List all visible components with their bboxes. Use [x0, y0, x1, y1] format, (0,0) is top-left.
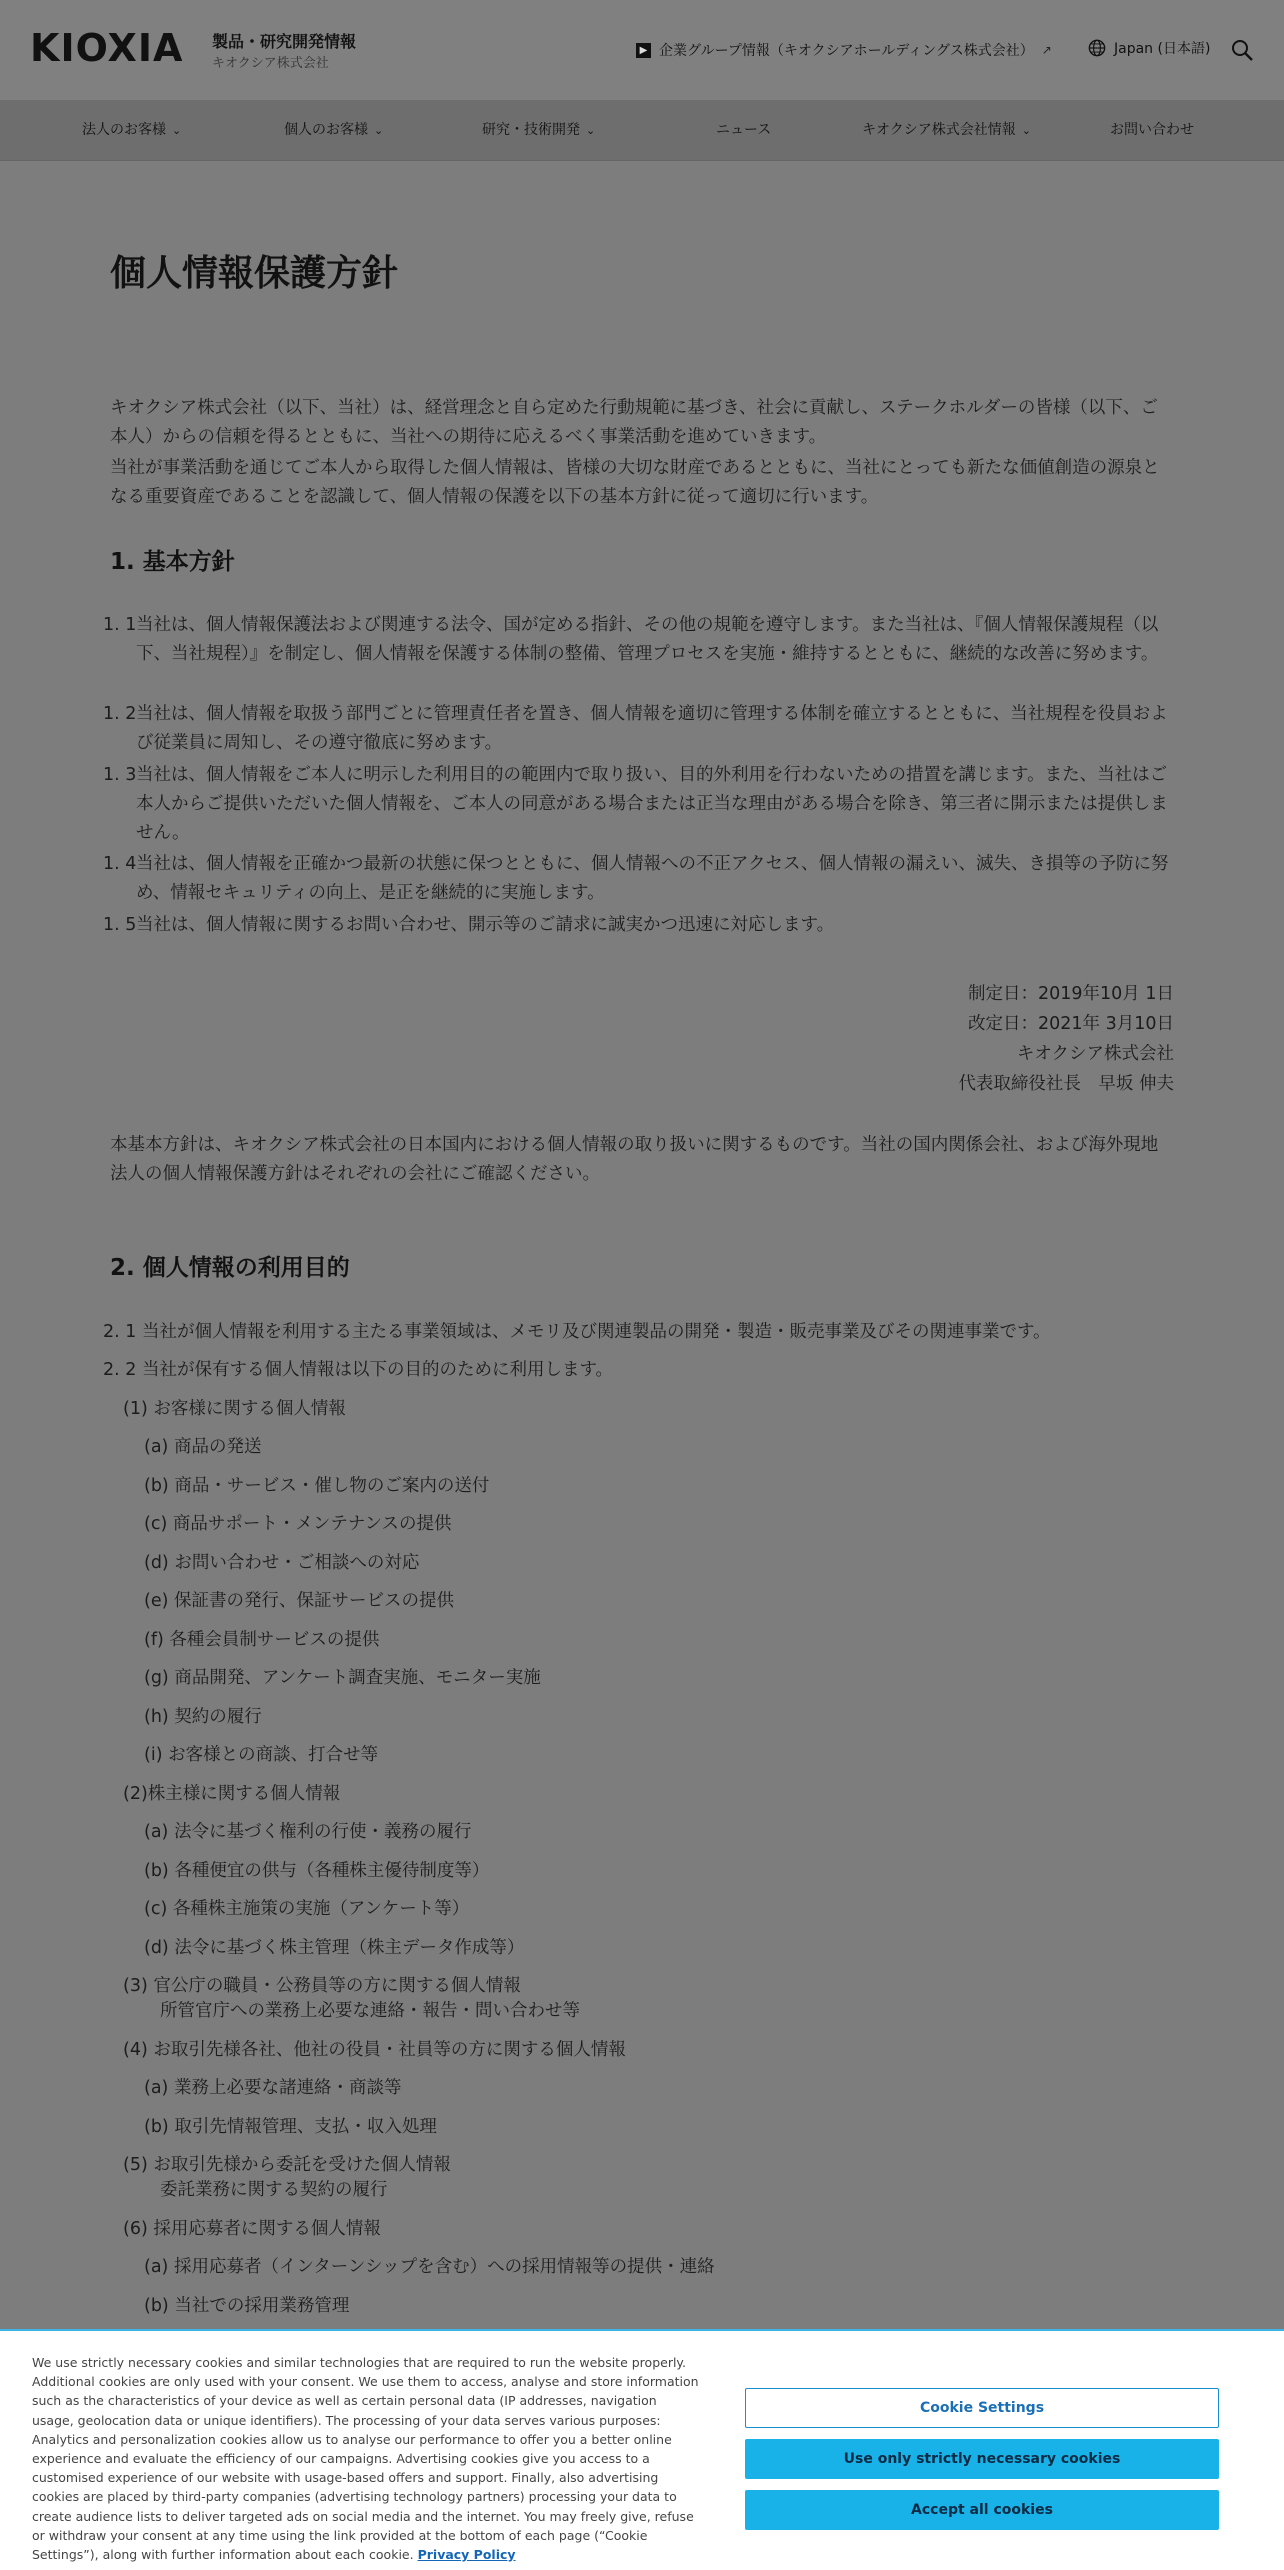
purpose-entry: (c) 商品サポート・メンテナンスの提供	[144, 1514, 452, 1534]
nav-item-research[interactable]: 研究・技術開発 ⌄	[482, 100, 595, 160]
section-1-heading: 1. 基本方針	[110, 549, 235, 575]
purpose-group-title: (2)株主様に関する個人情報	[123, 1784, 341, 1804]
cookie-banner	[0, 2329, 1284, 2570]
language-label: Japan (日本語)	[1114, 41, 1211, 57]
purpose-entry: 所管官庁への業務上必要な連絡・報告・問い合わせ等	[160, 2001, 580, 2021]
globe-icon	[1088, 39, 1106, 57]
purpose-entry: (b) 取引先情報管理、支払・収入処理	[144, 2117, 437, 2137]
purpose-entry: (e) 保証書の発行、保証サービスの提供	[144, 1591, 454, 1611]
nav-item-personal[interactable]: 個人のお客様 ⌄	[284, 100, 383, 160]
group-info-label: 企業グループ情報（キオクシアホールディングス株式会社）	[659, 43, 1034, 59]
purpose-entry: (b) 当社での採用業務管理	[144, 2296, 350, 2316]
main-nav	[0, 100, 1284, 161]
purpose-entry: (a) 業務上必要な諸連絡・商談等	[144, 2078, 402, 2098]
purpose-entry: (a) 法令に基づく権利の行使・義務の履行	[144, 1822, 472, 1842]
purpose-entry: (c) 各種株主施策の実施（アンケート等）	[144, 1899, 470, 1919]
kioxia-logo[interactable]: KIOXIA	[30, 26, 184, 70]
purpose-entry: (a) 商品の発送	[144, 1437, 262, 1457]
chevron-down-icon: ⌄	[374, 124, 384, 137]
chevron-down-icon: ⌄	[586, 124, 596, 137]
group-info-link[interactable]	[636, 40, 1052, 60]
site-name[interactable]: 製品・研究開発情報	[212, 32, 357, 51]
nav-item-company[interactable]: キオクシア株式会社情報 ⌄	[862, 100, 1031, 160]
cookie-settings-button[interactable]: Cookie Settings	[745, 2388, 1219, 2428]
policy-item: 1. 1 当社は、個人情報保護法および関連する法令、国が定める指針、その他の規範を遵守します。また当社は、『個人情報保護規程（以下、当社規程）』を制定し、個人情報を保護する体制の整備、管理プロセスを実施・維持するとともに、継続的な改善に努めます。	[103, 615, 1159, 664]
purpose-entry: (a) 採用応募者（インターンシップを含む）への採用情報等の提供・連絡	[144, 2257, 715, 2277]
purpose-entry: (h) 契約の履行	[144, 1707, 262, 1727]
nav-item-contact[interactable]: お問い合わせ	[1110, 122, 1194, 138]
purpose-group-title: (5) お取引先様から委託を受けた個人情報	[123, 2155, 451, 2175]
intro-paragraph-2: 当社が事業活動を通じてご本人から取得した個人情報は、皆様の大切な財産であるとともに、当社にとっても新たな価値創造の源泉となる重要資産であることを認識して、個人情報の保護を以下の基本方針に従って適切に行います。	[110, 458, 1160, 507]
intro-paragraph-1: キオクシア株式会社（以下、当社）は、経営理念と自ら定めた行動規範に基づき、社会に貢献し、ステークホルダーの皆様（以下、ご本人）からの信頼を得るとともに、当社への期待に応えるべく事業活動を進めていきます。	[110, 398, 1158, 447]
purpose-entry: (i) お客様との商談、打合せ等	[144, 1745, 379, 1765]
company-name: キオクシア株式会社	[1016, 1044, 1174, 1064]
purpose-entry: (b) 商品・サービス・催し物のご案内の送付	[144, 1476, 490, 1496]
policy-item: 1. 3 当社は、個人情報をご本人に明示した利用目的の範囲内で取り扱い、目的外利用を行わないための措置を講じます。また、当社はご本人からご提供いただいた個人情報を、ご本人の同意がある場合または正当な理由がある場合を除き、第三者に開示または提供しません。	[103, 765, 1168, 843]
policy-item: 1. 5 当社は、個人情報に関するお問い合わせ、開示等のご請求に誠実かつ迅速に対応します。	[103, 915, 835, 935]
established-date: 制定日：2019年10月 1日	[967, 984, 1174, 1004]
nav-item-news[interactable]: ニュース	[716, 122, 772, 138]
purpose-group-title: (6) 採用応募者に関する個人情報	[123, 2219, 381, 2239]
policy-item: 1. 2 当社は、個人情報を取扱う部門ごとに管理責任者を置き、個人情報を適切に管理する体制を確立するとともに、当社規程を役員および従業員に周知し、その遵守徹底に努めます。	[103, 704, 1168, 753]
page-title: 個人情報保護方針	[110, 253, 399, 294]
language-selector[interactable]	[1088, 38, 1210, 58]
purpose-group-title: (4) お取引先様各社、他社の役員・社員等の方に関する個人情報	[123, 2040, 626, 2060]
purpose-entry: (d) 法令に基づく株主管理（株主データ作成等）	[144, 1938, 525, 1958]
top-header	[0, 0, 1284, 100]
president-name: 代表取締役社長 早坂 伸夫	[958, 1074, 1174, 1094]
external-link-icon: ↗	[1041, 43, 1052, 57]
purpose-entry: (f) 各種会員制サービスの提供	[144, 1630, 380, 1650]
policy-item: 1. 4 当社は、個人情報を正確かつ最新の状態に保つとともに、個人情報への不正アクセス、個人情報の漏えい、滅失、き損等の予防に努め、情報セキュリティの向上、是正を継続的に実施します。	[103, 854, 1169, 903]
purpose-entry: (g) 商品開発、アンケート調査実施、モニター実施	[144, 1668, 541, 1688]
cookie-notice-text: We use strictly necessary cookies and similar technologies that are required to run the website properly. Additional cookies are only used with your consent. We use them to access, analyse and store information such as the characteristics of your device as well as certain personal data (IP addresses, navigation usage, geolocation data or unique identifiers). The processing of your data serves various purposes: Analytics and personalization cookies allow us to analyse our performance to offer you a better online experience and evaluate the efficiency of our campaigns. Advertising cookies give you access to a customised experience of our website with usage-based offers and support. Finally, also advertising cookies are placed by third-party companies (advertising technology partners) processing your data to create audience lists to deliver targeted ads on social media and the internet. You may freely give, refuse or withdraw your consent at any time using the link provided at the bottom of each page (“Cookie Settings”), along with further information about each cookie.	[32, 2355, 699, 2563]
chevron-down-icon: ⌄	[1021, 124, 1031, 137]
arrow-box-icon: ▶	[636, 43, 651, 58]
section-2-heading: 2. 個人情報の利用目的	[110, 1255, 350, 1281]
search-icon[interactable]	[1231, 39, 1253, 61]
purpose-group-title: (1) お客様に関する個人情報	[123, 1399, 346, 1419]
purpose-item: 2. 2 当社が保有する個人情報は以下の目的のために利用します。	[103, 1360, 614, 1380]
scope-note: 本基本方針は、キオクシア株式会社の日本国内における個人情報の取り扱いに関するものです。当社の国内関係会社、および海外現地法人の個人情報保護方針はそれぞれの会社にご確認ください。	[110, 1135, 1159, 1184]
cookie-notice	[32, 2353, 700, 2564]
privacy-policy-link[interactable]: Privacy Policy	[417, 2547, 516, 2563]
strict-cookies-button[interactable]: Use only strictly necessary cookies	[745, 2439, 1219, 2479]
purpose-entry: (b) 各種便宜の供与（各種株主優待制度等）	[144, 1861, 490, 1881]
purpose-item: 2. 1 当社が個人情報を利用する主たる事業領域は、メモリ及び関連製品の開発・製造・販売事業及びその関連事業です。	[103, 1322, 1051, 1342]
chevron-down-icon: ⌄	[172, 124, 182, 137]
revised-date: 改定日：2021年 3月10日	[967, 1014, 1174, 1034]
accept-cookies-button[interactable]: Accept all cookies	[745, 2490, 1219, 2530]
site-subtitle: キオクシア株式会社	[212, 56, 329, 71]
purpose-entry: 委託業務に関する契約の履行	[160, 2180, 388, 2200]
nav-item-business[interactable]: 法人のお客様 ⌄	[82, 100, 181, 160]
purpose-entry: (d) お問い合わせ・ご相談への対応	[144, 1553, 420, 1573]
purpose-group-title: (3) 官公庁の職員・公務員等の方に関する個人情報	[123, 1976, 521, 1996]
